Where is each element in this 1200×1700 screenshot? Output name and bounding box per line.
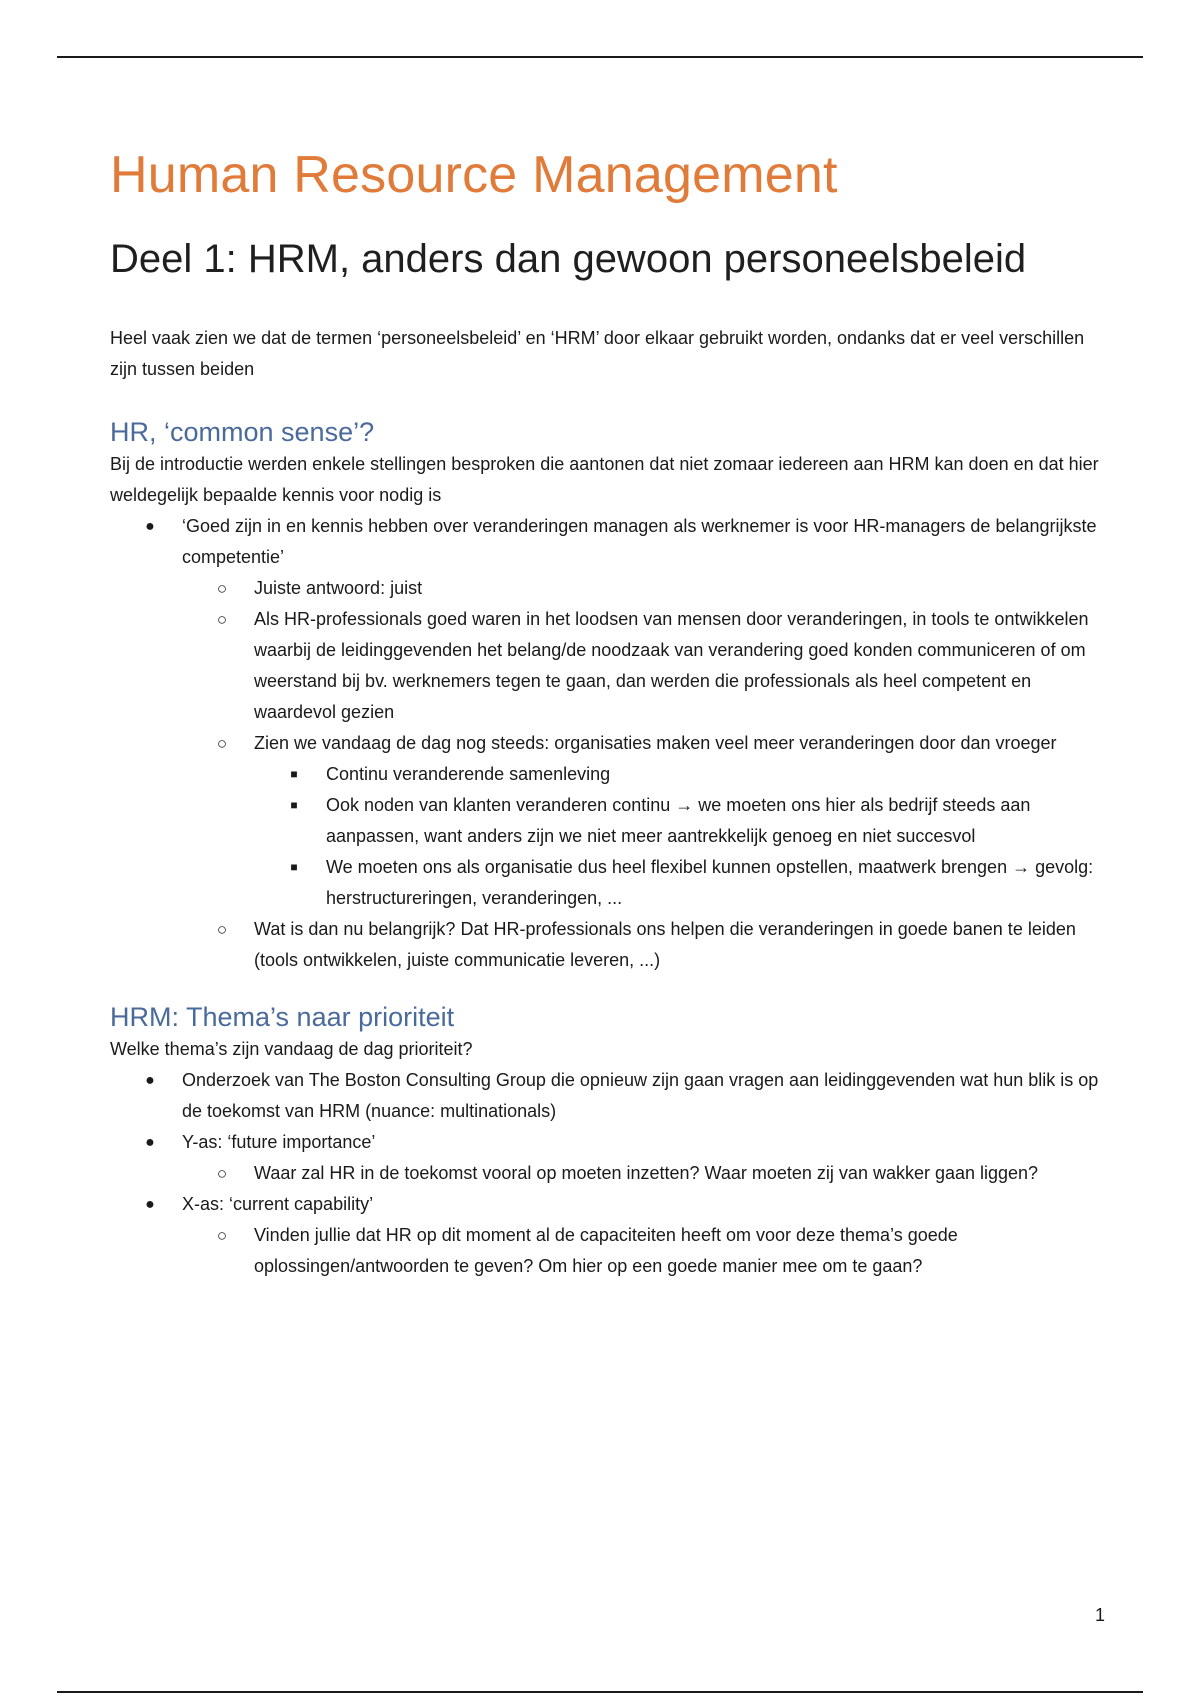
list-item	[182, 914, 1100, 976]
list-item-text: Ook noden van klanten veranderen continu → we moeten ons hier als bedrijf steeds aan aanpassen, want anders zijn we niet meer aantrekkelijk genoeg en niet succesvol	[326, 795, 1031, 846]
bullet-list	[110, 511, 1100, 976]
square-bullet-icon: ■	[290, 767, 298, 781]
list-item	[182, 604, 1100, 728]
circle-bullet-icon: ○	[216, 610, 228, 629]
list-item	[110, 1127, 1100, 1189]
list-item-text: Wat is dan nu belangrijk? Dat HR-professionals ons helpen die veranderingen in goede banen te leiden (tools ontwikkelen, juiste communicatie leveren, ...)	[254, 919, 1076, 970]
document-body	[110, 145, 1100, 1282]
circle-bullet-icon: ○	[216, 920, 228, 939]
list-item-text: Waar zal HR in de toekomst vooral op moeten inzetten? Waar moeten zij van wakker gaan liggen?	[254, 1163, 1039, 1183]
list-item	[110, 1189, 1100, 1282]
circle-bullet-icon: ○	[216, 579, 228, 598]
bullet-list	[110, 1065, 1100, 1282]
list-item-text: We moeten ons als organisatie dus heel flexibel kunnen opstellen, maatwerk brengen → gevolg: herstructureringen, veranderingen, ...	[326, 857, 1094, 908]
list-item	[110, 511, 1100, 976]
list-item	[254, 852, 1100, 914]
section-heading-common-sense: HR, ‘common sense’?	[110, 417, 375, 447]
square-bullet-icon: ■	[290, 798, 298, 812]
list-item-text: Zien we vandaag de dag nog steeds: organisaties maken veel meer veranderingen door dan vroeger	[254, 733, 1057, 753]
list-item-text: Vinden jullie dat HR op dit moment al de capaciteiten heeft om voor deze thema’s goede oplossingen/antwoorden te geven? Om hier op een goede manier mee om te gaan?	[254, 1225, 958, 1276]
bullet-icon: ●	[145, 1072, 155, 1089]
list-item	[254, 790, 1100, 852]
list-item-text: X-as: ‘current capability’	[182, 1194, 374, 1214]
header-rule	[57, 56, 1143, 58]
section-paragraph: Welke thema’s zijn vandaag de dag prioriteit?	[110, 1039, 473, 1059]
page-number: 1	[1094, 1605, 1105, 1625]
part-heading: Deel 1: HRM, anders dan gewoon personeelsbeleid	[110, 237, 1027, 281]
square-bullet-icon: ■	[290, 860, 298, 874]
list-item-text: Y-as: ‘future importance’	[182, 1132, 376, 1152]
circle-bullet-icon: ○	[216, 1164, 228, 1183]
list-item	[110, 1065, 1100, 1127]
list-item-text: Als HR-professionals goed waren in het loodsen van mensen door veranderingen, in tools te ontwikkelen waarbij de leidinggevenden het belang/de noodzaak van verandering goed konden communiceren of om weerstand bij bv. werknemers tegen te gaan, dan werden die professionals als heel competent en waardevol gezien	[254, 609, 1089, 722]
list-item-text: Onderzoek van The Boston Consulting Group die opnieuw zijn gaan vragen aan leidinggevenden wat hun blik is op de toekomst van HRM (nuance: multinationals)	[182, 1070, 1099, 1121]
section-heading-themes: HRM: Thema’s naar prioriteit	[110, 1002, 455, 1032]
list-item	[182, 1220, 1100, 1282]
section-paragraph: Bij de introductie werden enkele stellingen besproken die aantonen dat niet zomaar iedereen aan HRM kan doen en dat hier weldegelijk bepaalde kennis voor nodig is	[110, 454, 1099, 505]
list-item	[182, 1158, 1100, 1189]
sub-list	[182, 1158, 1100, 1189]
bullet-icon: ●	[145, 518, 155, 535]
list-item	[182, 728, 1100, 914]
list-item-text: Continu veranderende samenleving	[326, 764, 611, 784]
footer-rule	[57, 1691, 1143, 1693]
sub-list	[182, 573, 1100, 976]
sub-sub-list	[254, 759, 1100, 914]
bullet-icon: ●	[145, 1196, 155, 1213]
list-item	[182, 573, 1100, 604]
circle-bullet-icon: ○	[216, 1226, 228, 1245]
list-item-text: Juiste antwoord: juist	[254, 578, 423, 598]
document-title: Human Resource Management	[110, 146, 838, 204]
intro-paragraph: Heel vaak zien we dat de termen ‘personeelsbeleid’ en ‘HRM’ door elkaar gebruikt worden, ondanks dat er veel verschillen zijn tussen beiden	[110, 328, 1085, 379]
bullet-icon: ●	[145, 1134, 155, 1151]
circle-bullet-icon: ○	[216, 734, 228, 753]
list-item	[254, 759, 1100, 790]
list-item-text: ‘Goed zijn in en kennis hebben over veranderingen managen als werknemer is voor HR-managers de belangrijkste competentie’	[182, 516, 1097, 567]
sub-list	[182, 1220, 1100, 1282]
